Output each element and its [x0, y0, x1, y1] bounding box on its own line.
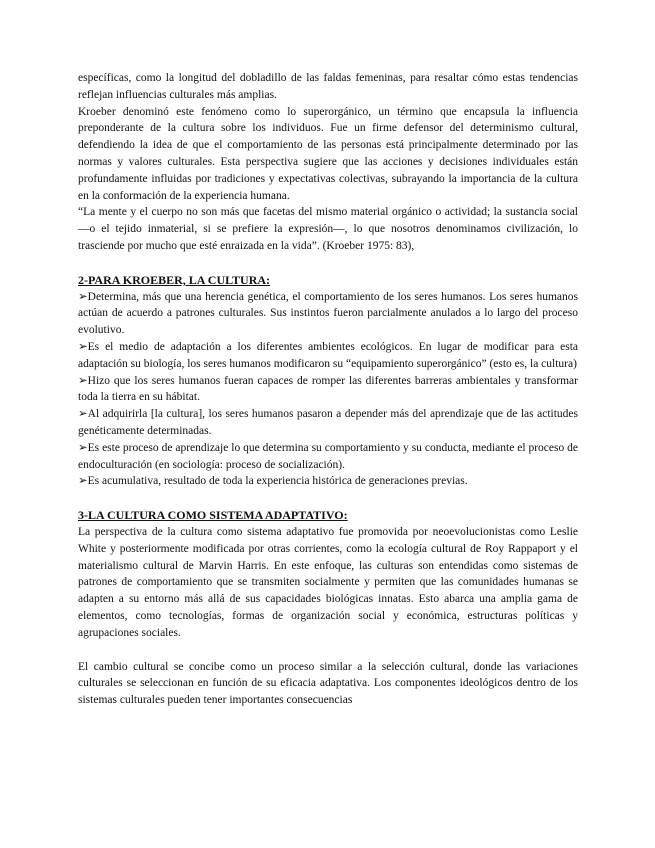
arrow-bullet-icon: ➢ — [78, 408, 88, 421]
bullet-item — [78, 473, 578, 490]
bullet-text: Determina, más que una herencia genética, el comportamiento de los seres humanos. Los seres humanos actúan de acuerdo a patrones culturales. Sus instintos fueron parcialmente anulados a lo largo del proceso evolutivo. — [78, 290, 578, 337]
bullet-text: Al adquirirla [la cultura], los seres humanos pasaron a depender más del aprendizaje que de las actitudes genéticamente determinadas. — [78, 408, 578, 437]
bullet-item — [78, 440, 578, 474]
paragraph: Kroeber denominó este fenómeno como lo superorgánico, un término que encapsula la influencia preponderante de la cultura sobre los individuos. Fue un firme defensor del determinismo cultural, defendiendo la idea de que el comportamiento de las personas está principalmente determinado por las normas y valores culturales. Esta perspectiva sugiere que las acciones y decisiones individuales están profundamente influidas por tradiciones y expectativas colectivas, subrayando la importancia de la cultura en la conformación de la experiencia humana. — [78, 105, 578, 202]
quote-paragraph: “La mente y el cuerpo no son más que facetas del mismo material orgánico o actividad; la sustancia social —o el tejido inmaterial, si se prefiere la expresión—, lo que nosotros denominamos civilización, lo trasciende por mucho que esté enraizada en la vida”. (Kroeber 1975: 83), — [78, 206, 578, 252]
arrow-bullet-icon: ➢ — [78, 290, 88, 303]
bullet-text: Es acumulativa, resultado de toda la experiencia histórica de generaciones previas. — [87, 475, 468, 488]
bullet-text: Hizo que los seres humanos fueran capaces de romper las diferentes barreras ambientales y transformar toda la tierra en su hábitat. — [78, 374, 578, 404]
bullet-text: Es este proceso de aprendizaje lo que determina su comportamiento y su conducta, mediante el proceso de endoculturación (en sociología: proceso de socialización). — [78, 441, 578, 471]
section-heading-adaptive-system: 3-LA CULTURA COMO SISTEMA ADAPTATIVO: — [78, 508, 348, 523]
arrow-bullet-icon: ➢ — [78, 475, 88, 488]
document-page — [78, 70, 578, 709]
bullet-item — [78, 373, 578, 407]
paragraph: La perspectiva de la cultura como sistema adaptativo fue promovida por neoevolucionistas como Leslie White y posteriormente modificada por otras corrientes, como la ecología cultural de Roy Rappaport y el materialismo cultural de Marvin Harris. En este enfoque, las culturas son entendidas como sistemas de patrones de comportamiento que se transmiten socialmente y permiten que las comunidades humanas se adapten a su entorno más allá de sus capacidades biológicas innatas. Esto abarca una amplia gama de elementos, como tecnologías, formas de organización social y económica, estructuras políticas y agrupaciones sociales. — [78, 525, 578, 639]
bullet-item — [78, 406, 578, 440]
bullet-item — [78, 289, 578, 339]
bullet-text: Es el medio de adaptación a los diferentes ambientes ecológicos. En lugar de modificar para esta adaptación su biología, los seres humanos modificaron su “equipamiento superorgánico” (esto es, la cultura) — [78, 340, 578, 370]
section-heading-kroeber: 2-PARA KROEBER, LA CULTURA: — [78, 272, 271, 287]
paragraph: específicas, como la longitud del dobladillo de las faldas femeninas, para resaltar cómo estas tendencias reflejan influencias culturales más amplias. — [78, 72, 578, 101]
paragraph: El cambio cultural se concibe como un proceso similar a la selección cultural, donde las variaciones culturales se seleccionan en función de su eficacia adaptativa. Los componentes ideológicos dentro de los sistemas culturales pueden tener importantes consecuencias — [78, 660, 578, 707]
bullet-item — [78, 339, 578, 373]
arrow-bullet-icon: ➢ — [78, 374, 88, 387]
arrow-bullet-icon: ➢ — [78, 441, 88, 454]
arrow-bullet-icon: ➢ — [78, 340, 88, 353]
